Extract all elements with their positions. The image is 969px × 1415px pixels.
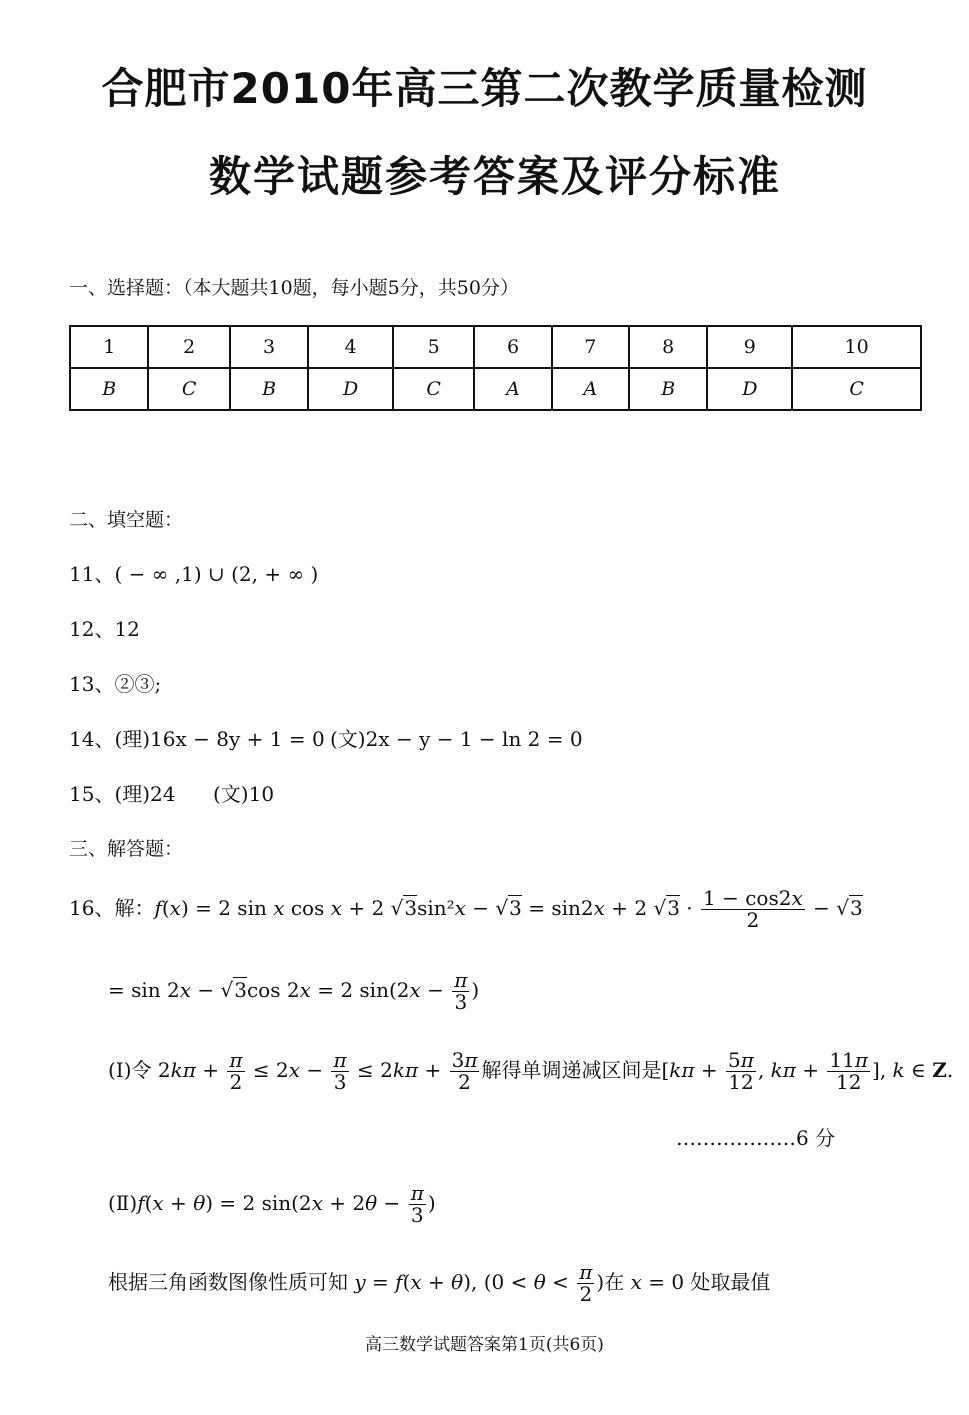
q16-formula-1: f(x) = 2 sin x cos x + 2 √3sin²x − √3 = sin2x + 2 √3 · $\frac{1 - \cos 2x}{2}$ − √3 (154, 886, 863, 932)
answer-12: 12、12 (69, 617, 140, 641)
answer-14 (69, 723, 325, 752)
part-2-label: (Ⅱ) (108, 1191, 138, 1215)
table-cell: D (308, 368, 393, 410)
answer-table-number-row (70, 326, 921, 368)
document-subtitle: 数学试题参考答案及评分标准 (208, 152, 781, 201)
table-cell: C (148, 368, 229, 410)
answer-15-label: 15、 (69, 782, 115, 806)
table-cell: 6 (474, 326, 551, 368)
table-cell: 7 (552, 326, 629, 368)
q16-last-line: 根据三角函数图像性质可知 y = f(x + θ), (0 < θ < $\frac{\pi}{2}$ )在 x = 0 处取最值 (108, 1260, 771, 1306)
q16-part-2: (Ⅱ)f(x + θ) = 2 sin(2x + 2θ − $\frac{\pi}{3}$ ) (108, 1181, 436, 1227)
answer-11: 11、( − ∞ ,1) ∪ (2, + ∞ ) (69, 562, 319, 586)
table-cell: 9 (707, 326, 792, 368)
page-footer: 高三数学试题答案第1页(共6页) (365, 1335, 604, 1355)
table-cell: A (552, 368, 629, 410)
answer-14-wen: (文)2x − y − 1 − ln 2 = 0 (330, 727, 583, 751)
q16-label: 16、解： (69, 896, 155, 920)
table-cell: B (70, 368, 148, 410)
table-cell: 8 (629, 326, 707, 368)
table-cell: 5 (393, 326, 474, 368)
document-title: 合肥市2010年高三第二次教学质量检测 (101, 64, 868, 113)
answer-13: 13、②③; (69, 672, 162, 696)
q16-part-1: (Ⅰ)令 2kπ + $\frac{\pi}{2}$ ≤ 2x − $\frac{\pi}{3}$ ≤ 2kπ + $\frac{3\pi}{2}$ 解得单调递减区间是[kπ + $\frac{5\pi}{12}$ , kπ + $\frac{11\pi}{12}$ ], k ∈ Z. (108, 1048, 954, 1094)
answer-table-answer-row (70, 368, 921, 410)
last-line-a: 根据三角函数图像性质可知 (108, 1270, 348, 1294)
table-cell: C (393, 368, 474, 410)
table-cell: B (230, 368, 308, 410)
section-1-heading: 一、选择题：（本大题共10题，每小题5分，共50分） (69, 277, 519, 299)
q16-line-1 (69, 888, 863, 931)
q16-line-2: = sin 2x − √3cos 2x = 2 sin(2x − $\frac{\pi}{3}$ ) (108, 968, 480, 1014)
table-cell: 3 (230, 326, 308, 368)
table-cell: 10 (792, 326, 921, 368)
table-cell: 4 (308, 326, 393, 368)
section-3-heading: 三、解答题： (69, 838, 184, 860)
last-line-b: 在 (604, 1270, 625, 1294)
table-cell: 2 (148, 326, 229, 368)
score-mark: ………………6 分 (676, 1126, 836, 1150)
table-cell: D (707, 368, 792, 410)
part-1-text: 解得单调递减区间是 (481, 1058, 662, 1082)
table-cell: 1 (70, 326, 148, 368)
answer-14-label: 14、 (69, 727, 115, 751)
answer-15-wen: (文)10 (213, 782, 275, 806)
last-line-c: 处取最值 (690, 1270, 771, 1294)
table-cell: A (474, 368, 551, 410)
table-cell: C (792, 368, 921, 410)
answer-table (69, 325, 922, 411)
section-2-heading: 二、填空题： (69, 509, 184, 531)
part-1-label: (Ⅰ)令 (108, 1058, 152, 1082)
answer-14-li: (理)16x − 8y + 1 = 0 (114, 727, 325, 751)
answer-15 (69, 778, 176, 807)
table-cell: B (629, 368, 707, 410)
answer-15-li: (理)24 (114, 782, 176, 806)
